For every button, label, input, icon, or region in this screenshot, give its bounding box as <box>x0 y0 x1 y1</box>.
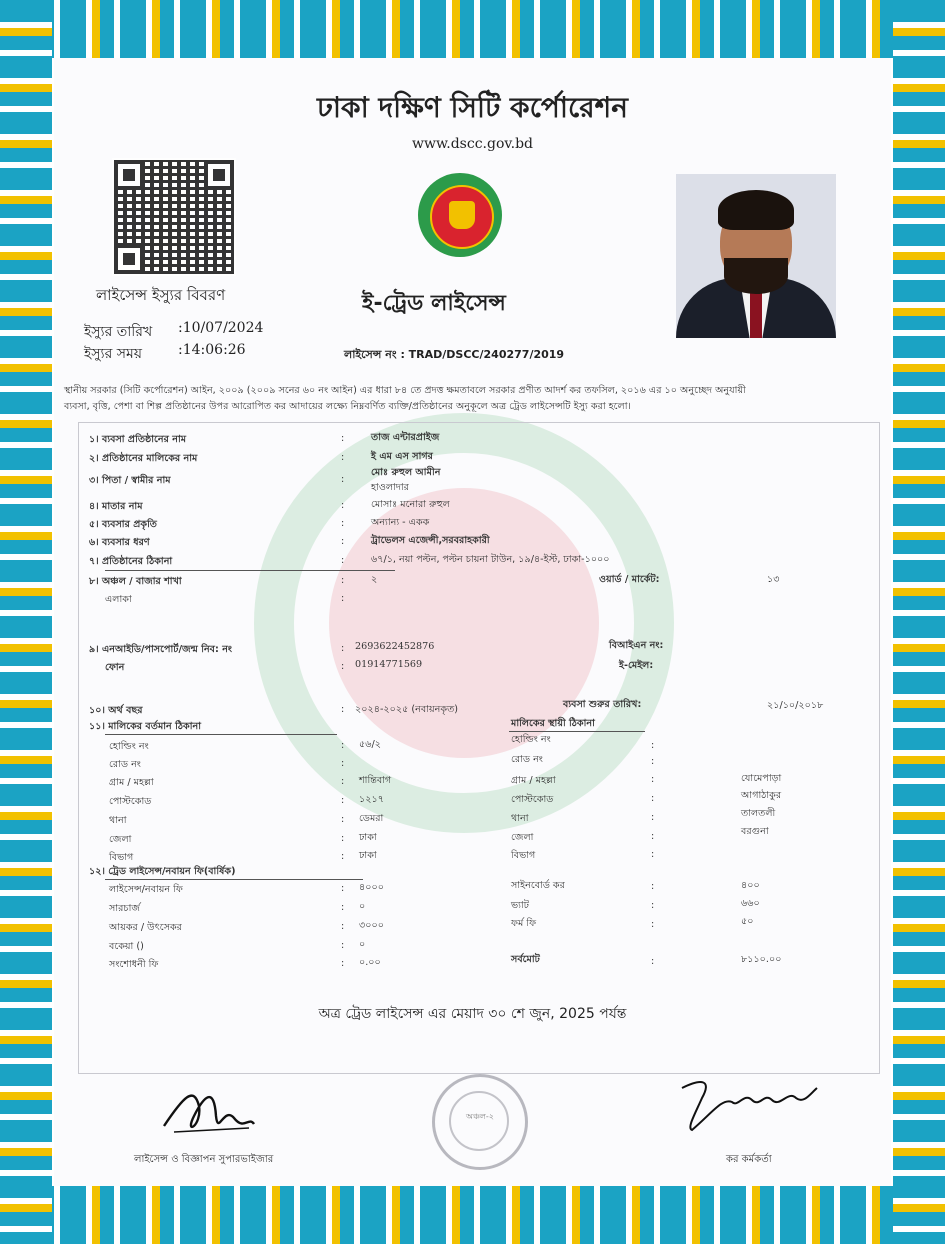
address-field-value: আগাঠাকুর <box>741 790 782 801</box>
qr-code-icon <box>112 158 236 276</box>
address-field-label: রোড নং <box>109 759 141 770</box>
fee-label: লাইসেন্স/নবায়ন ফি <box>109 884 183 895</box>
fee-value: ৬৬০ <box>741 898 760 909</box>
border-left <box>0 0 52 1244</box>
address-field-label: থানা <box>109 815 127 826</box>
fee-label: আয়কর / উৎসেকর <box>109 922 182 933</box>
detail-label: ৭। প্রতিষ্ঠানের ঠিকানা <box>89 556 173 567</box>
issue-time-label: ইস্যুর সময় <box>84 346 143 362</box>
nid-label: ৯। এনআইডি/পাসপোর্ট/জন্ম নিব: নং <box>89 644 233 655</box>
fee-label: সারচার্জ <box>109 903 140 914</box>
phone-label: ফোন <box>105 662 125 673</box>
details-box: ১। ব্যবসা প্রতিষ্ঠানের নাম : তাজ এন্টারপ্রাইজ ২। প্রতিষ্ঠানের মালিকের নাম : ই এম এস সাগর ৩। পিতা / স্বামীর নাম : মোঃ রুহুল আমীন হাওলাদার ৪। মাতার নাম : মোসাঃ মনোরা রুহুল ৫। ব্যবসার প্রকৃতি : অন্যান্য - একক ৬। ব্যবসার ধরণ : ট্রাভেলস এজেন্সী,সরবরাহকারী ৭। প্রতিষ্ঠানের ঠিকানা : ৬৭/১, নয়া পল্টন, পল্টন চায়না টাউন, ১৯/৪-ইস্ট, ঢাকা-১০০০ ৮। অঞ্চল / বাজার শাখা : ২ ওয়ার্ড / মার্কেট: ১৩ এলাকা : ৯। এনআইডি/পাসপোর্ট/জন্ম নিব: নং : 2693622452876 বিআইএন নং: ফোন : 01914771569 ই-মেইল: ১০। অর্থ বছর : ২০২৪-২০২৫ (নবায়নকৃত) ব্যবসা শুরুর তারিখ: ২১/১০/২০১৮ ১১। মালিকের বর্তমান ঠিকানা মালিকের স্থায়ী ঠিকানা হোল্ডিং নং : ৫৬/২ হোল্ডিং নং : রোড নং : রোড নং : গ্রাম / মহল্লা : শান্তিবাগ গ্রাম / মহল্লা : যোমেপাড়া পোস্টকোড : ১২১৭ পোস্টকোড : আগাঠাকুর থানা : ডেমরা থানা : তালতলী জেলা : ঢাকা জেলা : বরগুনা বিভাগ : ঢাকা বিভাগ : ১২। ট্রেড লাইসেন্স/নবায়ন ফি(বার্ষিক) লাইসেন্স/নবায়ন ফি : ৪০০০ সাইনবোর্ড কর : ৪০০ সারচার্জ : ০ ভ্যাট : ৬৬০ আয়কর / উৎসেকর : ৩০০০ ফর্ম ফি : ৫০ বকেয়া () : ০ সংশোধনী ফি : ০.০০ সর্বমোট : ৮১১০.০০ <box>78 422 880 1074</box>
fee-value: ০ <box>359 901 366 912</box>
address-field-label: থানা <box>511 813 529 824</box>
office-stamp-icon <box>432 1074 528 1170</box>
tax-officer-caption: কর কর্মকর্তা <box>726 1154 772 1165</box>
fee-value: ৩০০০ <box>359 920 384 931</box>
present-address-heading: ১১। মালিকের বর্তমান ঠিকানা <box>89 721 201 732</box>
address-field-value: ৫৬/২ <box>359 739 381 750</box>
detail-value: ই এম এস সাগর <box>371 451 433 462</box>
detail-label: ২। প্রতিষ্ঠানের মালিকের নাম <box>89 453 198 464</box>
address-field-value: শান্তিবাগ <box>359 775 392 786</box>
business-start-value: ২১/১০/২০১৮ <box>767 700 824 711</box>
zone-label: ৮। অঞ্চল / বাজার শাখা <box>89 576 182 587</box>
detail-value: ট্রাভেলস এজেন্সী,সরবরাহকারী <box>371 535 490 546</box>
license-number-label: লাইসেন্স নং <box>344 348 397 361</box>
issue-date-value: :10/07/2024 <box>178 320 264 336</box>
area-label: এলাকা <box>105 594 132 605</box>
supervisor-signature-icon <box>154 1076 264 1146</box>
divider <box>509 731 645 732</box>
address-field-value: যোমেপাড়া <box>741 773 782 784</box>
ward-label: ওয়ার্ড / মার্কেট: <box>599 574 660 585</box>
address-field-value: তালতলী <box>741 808 776 819</box>
detail-value: মোসাঃ মনোরা রুহুল <box>371 499 450 510</box>
license-number-value: : TRAD/DSCC/240277/2019 <box>400 348 565 361</box>
fee-label: ফর্ম ফি <box>511 918 537 929</box>
fee-label: সাইনবোর্ড কর <box>511 880 565 891</box>
email-label: ই-মেইল: <box>619 660 654 671</box>
address-field-label: বিভাগ <box>511 850 536 861</box>
phone-value: 01914771569 <box>355 659 423 670</box>
permanent-address-heading: মালিকের স্থায়ী ঠিকানা <box>511 718 595 729</box>
divider <box>105 734 337 735</box>
issue-details-heading: লাইসেন্স ইস্যুর বিবরণ <box>96 286 226 304</box>
issue-date-label: ইস্যুর তারিখ <box>84 324 153 340</box>
website-link[interactable]: www.dscc.gov.bd <box>411 136 534 152</box>
address-field-label: পোস্টকোড <box>511 794 554 805</box>
nid-value: 2693622452876 <box>355 641 435 652</box>
detail-label: ৫। ব্যবসার প্রকৃতি <box>89 519 158 530</box>
license-document <box>54 58 891 1186</box>
fee-label: ভ্যাট <box>511 900 529 911</box>
validity-statement: অত্র ট্রেড লাইসেন্স এর মেয়াদ ৩০ শে জুন, 2025 পর্যন্ত <box>318 1006 627 1022</box>
fee-label: সংশোধনী ফি <box>109 959 159 970</box>
address-field-label: জেলা <box>511 832 534 843</box>
fee-value: ০ <box>359 939 366 950</box>
owner-photo <box>676 174 836 338</box>
zone-value: ২ <box>371 574 378 585</box>
address-field-value: ১২১৭ <box>359 794 384 805</box>
detail-value-cont: হাওলাদার <box>371 482 409 493</box>
business-start-label: ব্যবসা শুরুর তারিখ: <box>563 699 642 710</box>
document-title: ই-ট্রেড লাইসেন্স <box>362 291 506 316</box>
fee-value: ৪০০০ <box>359 882 384 893</box>
border-top <box>0 0 945 58</box>
ward-value: ১৩ <box>767 574 780 585</box>
fiscal-year-value: ২০২৪-২০২৫ (নবায়নকৃত) <box>355 704 459 715</box>
address-field-label: বিভাগ <box>109 852 134 863</box>
divider <box>105 570 395 571</box>
address-field-label: রোড নং <box>511 754 543 765</box>
border-right <box>893 0 945 1244</box>
qr-finder-icon <box>204 160 234 190</box>
fee-value: ৪০০ <box>741 880 760 891</box>
stamp-text: অঞ্চল-২ <box>466 1112 494 1121</box>
address-field-label: পোস্টকোড <box>109 796 152 807</box>
divider <box>105 879 363 880</box>
detail-label: ৩। পিতা / স্বামীর নাম <box>89 475 171 486</box>
address-field-label: গ্রাম / মহল্লা <box>511 775 556 786</box>
intro-line: স্থানীয় সরকার (সিটি কর্পোরেশন) আইন, ২০০৯ (২০০৯ সনের ৬০ নং আইন) এর ধারা ৮৪ তে প্রদত্ত ক্ষমতাবলে সরকার প্রণীত আদর্শ কর তফসিল, ২০১৬ এর ১০ অনুচ্ছেদ অনুযায়ী <box>64 385 746 396</box>
fee-value: ০.০০ <box>359 957 381 968</box>
address-field-label: হোল্ডিং নং <box>109 741 149 752</box>
address-field-label: হোল্ডিং নং <box>511 734 551 745</box>
total-label: সর্বমোট <box>511 954 540 965</box>
tax-officer-signature-icon <box>672 1068 822 1138</box>
supervisor-caption: লাইসেন্স ও বিজ্ঞাপন সুপারভাইজার <box>134 1154 274 1165</box>
detail-value: তাজ এন্টারপ্রাইজ <box>371 432 440 443</box>
detail-value: মোঃ রুহুল আমীন <box>371 467 441 478</box>
fees-heading: ১২। ট্রেড লাইসেন্স/নবায়ন ফি(বার্ষিক) <box>89 866 236 877</box>
bin-label: বিআইএন নং: <box>609 640 664 651</box>
address-field-label: জেলা <box>109 834 132 845</box>
address-field-value: ঢাকা <box>359 850 377 861</box>
border-bottom <box>0 1186 945 1244</box>
intro-paragraph <box>64 383 884 415</box>
qr-finder-icon <box>114 160 144 190</box>
detail-value: ৬৭/১, নয়া পল্টন, পল্টন চায়না টাউন, ১৯/৪-ইস্ট, ঢাকা-১০০০ <box>371 554 610 565</box>
license-number <box>344 346 564 365</box>
detail-value: অন্যান্য - একক <box>371 517 430 528</box>
detail-label: ৪। মাতার নাম <box>89 501 143 512</box>
address-field-value: ডেমরা <box>359 813 384 824</box>
issue-time-value: :14:06:26 <box>178 342 246 358</box>
detail-label: ১। ব্যবসা প্রতিষ্ঠানের নাম <box>89 434 187 445</box>
total-value: ৮১১০.০০ <box>741 954 782 965</box>
qr-finder-icon <box>114 244 144 274</box>
address-field-value: বরগুনা <box>741 826 769 837</box>
detail-label: ৬। ব্যবসার ধরণ <box>89 537 150 548</box>
city-corporation-seal-icon <box>418 173 502 257</box>
address-field-label: গ্রাম / মহল্লা <box>109 777 154 788</box>
intro-line: ব্যবসা, বৃত্তি, পেশা বা শিল্প প্রতিষ্ঠানের উপর আরোপিত কর আদায়ের লক্ষ্যে নিম্নবর্ণিত ব্যক্তি/প্রতিষ্ঠানের অনুকূলে অত্র ট্রেড লাইসেন্সটি ইস্যু করা হলো। <box>64 401 631 412</box>
fee-label: বকেয়া () <box>109 941 144 952</box>
fiscal-year-label: ১০। অর্থ বছর <box>89 705 143 716</box>
address-field-value: ঢাকা <box>359 832 377 843</box>
fee-value: ৫০ <box>741 916 754 927</box>
org-title: ঢাকা দক্ষিণ সিটি কর্পোরেশন <box>317 91 628 124</box>
